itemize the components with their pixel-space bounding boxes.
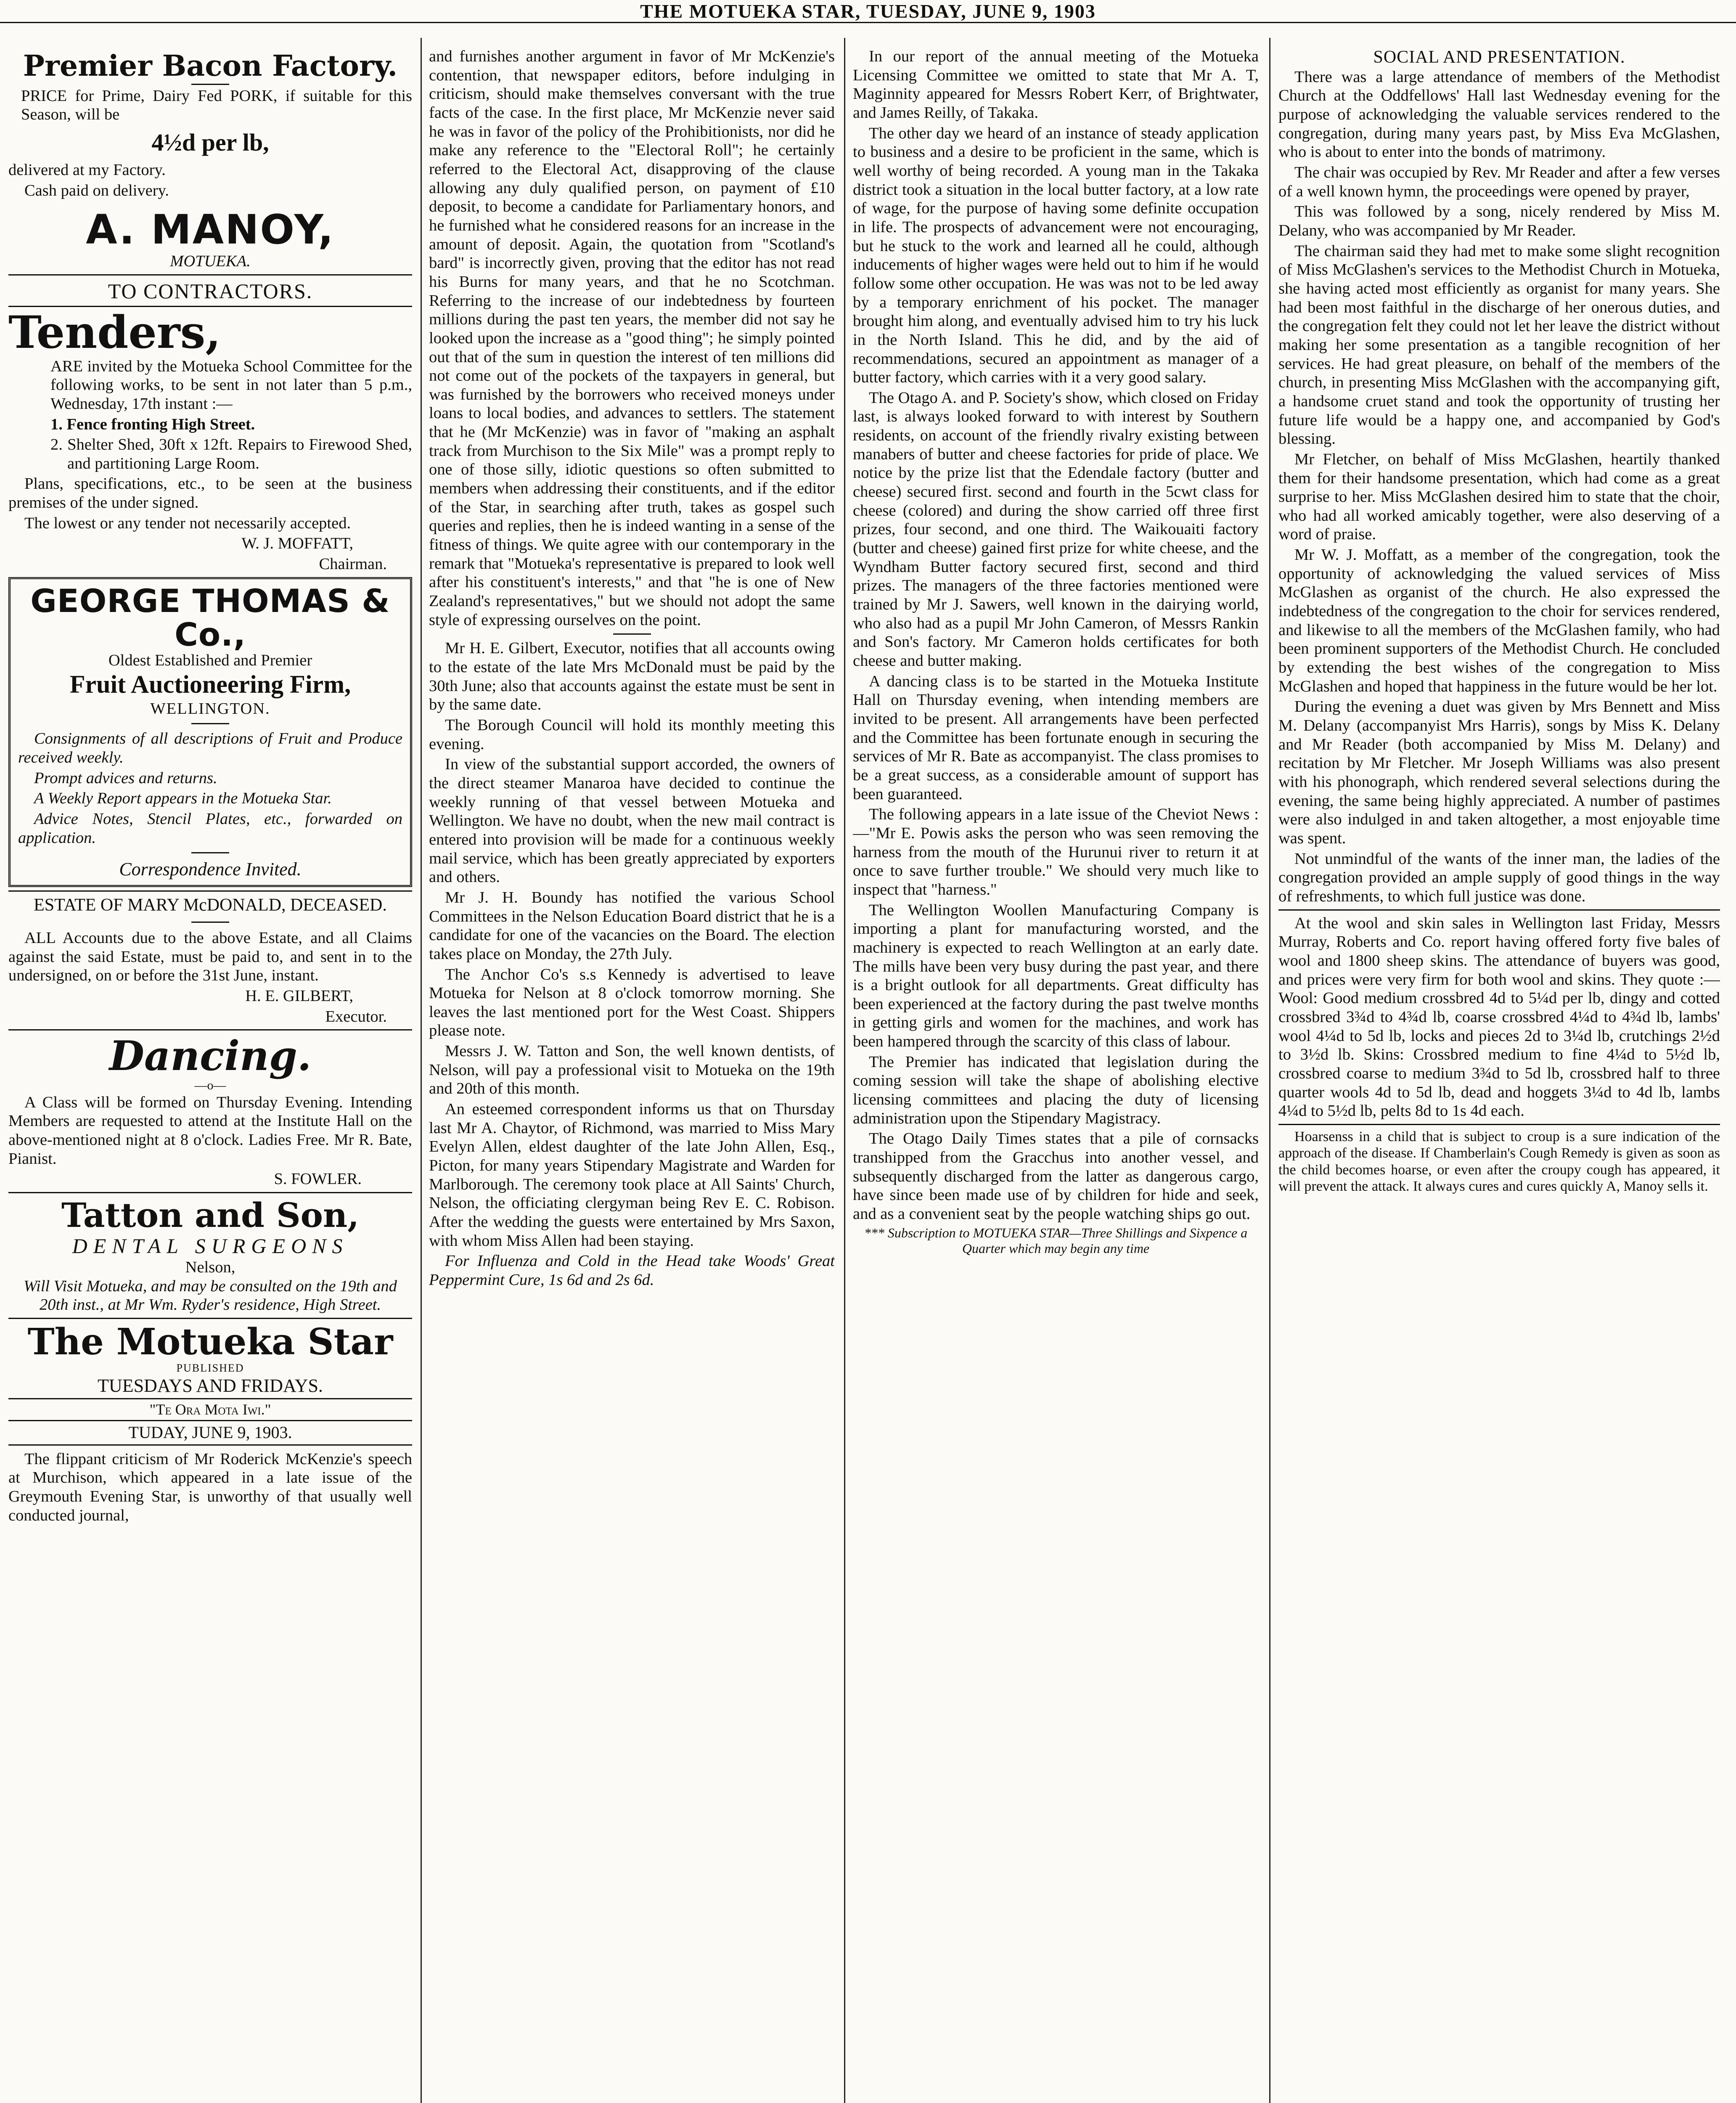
ad-line: Fruit Auctioneering Firm, (69, 670, 351, 698)
ad-signer: S. FOWLER. (274, 1170, 362, 1188)
masthead: THE MOTUEKA STAR, TUESDAY, JUNE 9, 1903 (0, 0, 1736, 23)
ad-advertiser-name: A. MANOY, (86, 206, 335, 253)
ad-line: Nelson, (185, 1258, 236, 1276)
article-paragraph: The Otago A. and P. Society's show, which closed on Friday last, is always looked forward to with interest by Southern residents, on account of the friendly rivalry existing between manabers of butter and cheese factories for pride of place. We notice by the prize list that the Edendale factory (butter and cheese) secured first. second and fourth in the 5cwt class for cheese (colored) and during the show carried off three first prizes, four second, and one third. The Waikouaiti factory (butter and cheese) gained first prize for white cheese, and the Wyndham Butter factory secured first, second and third prizes. The managers of the three factories mentioned were trained by Mr J. Sawers, well known in the dairying world, who also had as a pupil Mr John Cameron, of Messrs Rankin and Son's factory. Mr Cameron holds certificates for both cheese and butter making. (853, 389, 1259, 670)
article-paragraph: In view of the substantial support accorded, the owners of the direct steamer Manaroa have decided to continue the weekly running of that vessel between Motueka and Wellington. We have no doubt, when the new mail contract is entered into provision will be made for a continuous weekly mail service, which has been greatly appreciated by exporters and others. (429, 755, 835, 886)
article-paragraph: Messrs J. W. Tatton and Son, the well known dentists, of Nelson, will pay a professional visit to Motueka on the 19th and 20th of this month. (429, 1042, 835, 1098)
subscription-note: *** Subscription to MOTUEKA STAR—Three Shillings and Sixpence a Quarter which may begin any time (864, 1225, 1248, 1256)
article-paragraph: and furnishes another argument in favor of Mr McKenzie's contention, that newspaper editors, before indulging in criticism, should make themselves conversant with the true facts of the case. In the first place, Mr McKenzie never said he was in favor of the policy of the Prohibitionists, nor did he make any reference to the "Electoral Roll"; he certainly referred to the Electoral Act, disapproving of the clause allowing any duly qualified person, on payment of £10 deposit, to become a candidate for Parliamentary honors, and he furnished what he considered reasons for an increase in the amount of deposit. Again, the quotation from "Scotland's bard" is incorrectly given, proving that the editor has not read his Burns for many years, and that he no Scotchman. Referring to the increase of our indebtedness by fourteen millions during the past ten years, the member did not say he looked upon the increase as a "good thing"; he simply pointed out that of the sum in question the interest of ten millions did not come out of the pockets of the taxpayers in general, but was furnished by the borrowers who received moneys under loans to local bodies, and advances to settlers. The statement that he (Mr McKenzie) was in favor of "making an asphalt track from Murchison to the Six Mile" was a prompt reply to one of those silly, idiotic questions so often submitted to members when addressing their constituents, and if the editor of the Star, in searching after truth, takes as gospel such queries and replies, then he is indeed wanting in a sense of the fitness of things. We quite agree with our contemporary in the remark that "Motueka's representative is prepared to look well after his constituent's interests," and that "he is one of New Zealand's representatives," but we should not adopt the same style of expressing ourselves on the point. (429, 48, 835, 629)
ad-advertiser-place: MOTUEKA. (170, 252, 251, 270)
ad-text: ARE invited by the Motueka School Committee for the following works, to be sent in not later than 5 p.m., Wednesday, 17th instant :— (50, 357, 412, 413)
notice-signer-role: Executor. (325, 1007, 387, 1025)
ad-line: delivered at my Factory. (8, 161, 166, 179)
ad-text: Consignments of all descriptions of Fruit and Produce received weekly. (18, 730, 402, 766)
column-1 (8, 47, 412, 2103)
article-paragraph: The Borough Council will hold its monthly meeting this evening. (429, 716, 835, 753)
article-paragraph: An esteemed correspondent informs us that on Thursday last Mr A. Chaytor, of Richmond, was married to Miss Mary Evelyn Allen, eldest daughter of the late John Allen, Esq., Picton, for many years Stipendary Magistrate and Warden for Marlborough. The ceremony took place at All Saints' Church, Nelson, the officiating clergyman being Rev E. C. Robison. After the wedding the guests were entertained by Mrs Saxon, with whom Miss Allen had been staying. (429, 1100, 835, 1250)
column-3 (853, 47, 1259, 2103)
ad-dancing: Dancing. —o— A Class will be formed on Thursday Evening. Intending Members are requested to attend at the Institute Hall on the above-mentioned night at 8 o'clock. Ladies Free. Mr R. Bate, Pianist. S. FOWLER. (8, 1032, 412, 1188)
article-paragraph: In our report of the annual meeting of the Motueka Licensing Committee we omitted to state that Mr A. T, Maginnity appeared for Messrs Robert Kerr, of Brightwater, and James Reilly, of Takaka. (853, 48, 1259, 122)
notice-signer: H. E. GILBERT, (245, 987, 353, 1005)
article-paragraph: Mr Fletcher, on behalf of Miss McGlashen, heartily thanked them for their handsome presentation, which had come as a great surprise to her. Miss McGlashen desired him to state that the choir, who had all worked amicably together, were also deserving of a word of praise. (1278, 450, 1720, 543)
paper-nameplate (8, 1322, 412, 1525)
article-paragraph: The other day we heard of an instance of steady application to business and a desire to be proficient in the same, which is well worthy of being recorded. A young man in the Takaka district took a situation in the local butter factory, at a low rate of wage, for the purpose of having some definite occupation in life. The prospects of advancement were not encouraging, but he stuck to the work and learned all he could, although inducements of higher wages were held out to him if he would follow some other occupation. He was was not to be led away by a temporary enrichment of his pocket. The manager brought him along, and eventually advised him to try his luck in the North Island. This he did, and by the aid of recommendations, secured an appointment as manager of a butter factory, which carries with it a very good salary. (853, 124, 1259, 387)
article-paragraph: This was followed by a song, nicely rendered by Miss M. Delany, who was accompanied by Mr Reader. (1278, 203, 1720, 239)
article-paragraph: Mr J. H. Boundy has notified the various School Committees in the Nelson Education Board district that he is a candidate for one of the vacancies on the Board. The election takes place on Monday, the 27th July. (429, 888, 835, 963)
nameplate-line: TUESDAYS AND FRIDAYS. (98, 1375, 323, 1396)
ad-subtitle: DENTAL SURGEONS (72, 1234, 349, 1258)
column-rule (844, 38, 845, 2103)
ad-price: 4½d per lb, (151, 129, 269, 156)
ad-text: PRICE for Prime, Dairy Fed PORK, if suitable for this Season, will be (21, 87, 412, 124)
notice-heading: ESTATE OF MARY McDONALD, DECEASED. (34, 895, 387, 915)
article-paragraph: At the wool and skin sales in Wellington last Friday, Messrs Murray, Roberts and Co. report having offered forty five bales of wool and 1800 sheep skins. The attendance of buyers was good, and prices were very firm for both wool and skins. They quote :—Wool: Good medium crossbred 4d to 5¼d per lb, dingy and cotted crossbred 3¾d to 4¾d lb, coarse crossbred 4¼d to 4¾d lb, lambs' wool 4¼d to 5d lb, locks and pieces 2d to 3¼d lb, crutchings 2½d to 3½d lb. Skins: Crossbred medium to fine 4¼d to 5½d lb, crossbred coarse to medium 3¾d to 5d lb, crossbred half to three quarter wools 4d to 5d lb, dead and hoggets 3¼d to 4d lb, lambs 4¼d to 5½d lb, pelts 8d to 1s 4d each. (1278, 914, 1720, 1120)
nameplate-line: PUBLISHED (176, 1362, 244, 1375)
column-rule (1269, 38, 1270, 2103)
editorial-text: The flippant criticism of Mr Roderick McKenzie's speech at Murchison, which appeared in a late issue of the Greymouth Evening Star, is unworthy of that usually well conducted journal, (8, 1450, 412, 1524)
ad-text: Will Visit Motueka, and may be consulted on the 19th and 20th inst., at Mr Wm. Ryder's residence, High Street. (24, 1277, 397, 1314)
nameplate-date: TUDAY, JUNE 9, 1903. (128, 1423, 292, 1442)
ad-title: Tenders, (8, 305, 221, 358)
ad-tenders (8, 279, 412, 574)
ad-line: WELLINGTON. (150, 699, 270, 718)
article-paragraph: The Wellington Woollen Manufacturing Company is importing a plant for manufacturing worsted, and the machinery is expected to reach Wellington at an early date. The mills have been very busy during the past year, and there is a bright outlook for all departments. Great difficulty has been experienced at the factory during the past twelve months in getting girls and women for the machines, and work has been hampered through the scarcity of this class of labour. (853, 901, 1259, 1051)
article-paragraph: For Influenza and Cold in the Head take Woods' Great Peppermint Cure, 1s 6d and 2s 6d. (429, 1252, 835, 1289)
ad-title: Dancing. (109, 1032, 312, 1080)
article-paragraph: The Otago Daily Times states that a pile of cornsacks transhipped from the Gracchus into another vessel, and subsequently discharged from the latter as dangerous cargo, have since been made use of by children for hide and seek, and as a convenient seat by the people watching ships go out. (853, 1130, 1259, 1223)
article-paragraph: The Premier has indicated that legislation during the coming session will take the shape of abolishing elective licensing committees and placing the duty of licensing administration upon the Stipendary Magistracy. (853, 1053, 1259, 1127)
ad-george-thomas (8, 577, 412, 887)
ad-line: Oldest Established and Premier (108, 652, 312, 670)
article-paragraph: The chair was occupied by Rev. Mr Reader and after a few verses of a well known hymn, the proceedings were opened by prayer, (1278, 164, 1720, 200)
nameplate-title: The Motueka Star (27, 1320, 393, 1363)
ad-text: Advice Notes, Stencil Plates, etc., forwarded on application. (18, 810, 402, 847)
ad-signer: W. J. MOFFATT, (241, 535, 353, 553)
article-paragraph: Not unmindful of the wants of the inner man, the ladies of the congregation provided an ample supply of good things in the way of refreshments, to which full justice was done. (1278, 850, 1720, 905)
article-paragraph: The chairman said they had met to make some slight recognition of Miss McGlashen's services to the Methodist Church in Motueka, she having acted most efficiently as organist for many years. She had been most faithful in the discharge of her onerous duties, and the congregation felt they could not let her leave the district without making her some presentation as a tangible recognition of her services. He had great pleasure, on behalf of the members of the church, in presenting Miss McGlashen with the accompanying gift, a handsome cruet stand and took the opportunity of trusting her future life would be a happy one, and accompanied by God's blessing. (1278, 242, 1720, 448)
article-paragraph: The following appears in a late issue of the Cheviot News :—"Mr E. Powis asks the person who was seen removing the harness from the mouth of the Hurunui river to return it at once to save further trouble." We should very much like to inspect that "harness." (853, 805, 1259, 898)
ad-heading: TO CONTRACTORS. (108, 279, 313, 303)
article-paragraph: The Anchor Co's s.s Kennedy is advertised to leave Motueka for Nelson at 8 o'clock tomorrow morning. She leaves the last mentioned port for the West Coast. Shippers please note. (429, 965, 835, 1040)
article-paragraph: Mr W. J. Moffatt, as a member of the congregation, took the opportunity of acknowledging the valued services of Miss McGlashen as organist of the church. He also expressed the indebtedness of the congregation to the choir for services rendered, and likewise to all the members of the McGlashen family, who had been prominent supporters of the Methodist Church. He concluded by extending the best wishes of the congregation to Miss McGlashen and hoped that happiness in the future would be her lot. (1278, 546, 1720, 695)
notice-text: ALL Accounts due to the above Estate, and all Claims against the said Estate, must be paid to, and sent in to the undersigned, on or before the 31st June, instant. (8, 929, 412, 985)
ad-line: Cash paid on delivery. (24, 182, 169, 200)
article-paragraph: Hoarsenss in a child that is subject to croup is a sure indication of the approach of the disease. If Chamberlain's Cough Remedy is given as soon as the child becomes hoarse, or even after the croupy cough has appeared, it will prevent the attack. It always cures and cures quickly A, Manoy sells it. (1278, 1128, 1720, 1195)
notice-estate (8, 895, 412, 1026)
ad-title: Tatton and Son, (61, 1195, 359, 1235)
article-paragraph: During the evening a duet was given by Mrs Bennett and Miss M. Delany (accompanyist Mrs Harris), songs by Miss K. Delany and Mr Reader (both accompanied by Miss M. Delany) and recitation by Mr Fletcher. Mr Joseph Williams was also present with his phonograph, which rendered several selections during the evening, the same being highly appreciated. A number of pastimes were also indulged in and taken altogether, a most enjoyable time was spent. (1278, 698, 1720, 847)
ad-signer-role: Chairman. (319, 555, 387, 573)
nameplate-motto: "Te Ora Mota Iwi." (149, 1401, 271, 1418)
article-paragraph: There was a large attendance of members of the Methodist Church at the Oddfellows' Hall last Wednesday evening for the purpose of acknowledging the valuable services rendered to the congregation, during many years past, by Miss Eva McGlashen, who is about to enter into the bonds of matrimony. (1278, 68, 1720, 161)
column-2 (429, 47, 835, 2103)
column-rule (421, 38, 422, 2103)
ad-item: 1. Fence fronting High Street. (50, 415, 255, 433)
ad-text: Plans, specifications, etc., to be seen at the business premises of the under signed. (8, 475, 412, 512)
article-paragraph: Mr H. E. Gilbert, Executor, notifies that all accounts owing to the estate of the late Mrs McDonald must be paid by the 30th June; also that accounts against the estate must be sent in by the same date. (429, 639, 835, 714)
ad-title: GEORGE THOMAS & Co., (30, 582, 390, 653)
article-heading: SOCIAL AND PRESENTATION. (1373, 48, 1625, 67)
ad-line: Correspondence Invited. (119, 859, 302, 880)
ad-tatton (8, 1197, 412, 1314)
ad-item: 2. Shelter Shed, 30ft x 12ft. Repairs to Firewood Shed, and partitioning Large Room. (50, 436, 412, 472)
article-paragraph: A dancing class is to be started in the Motueka Institute Hall on Thursday evening, when intending members are invited to be present. All arrangements have been perfected and the Committee has been fortunate enough in securing the services of Mr R. Bate as accompanyist. The class promises to be a great success, as a considerable amount of support has been guaranteed. (853, 672, 1259, 803)
ad-title: Premier Bacon Factory. (23, 49, 398, 83)
ad-text: Prompt advices and returns. (34, 769, 217, 787)
ad-text: A Class will be formed on Thursday Evening. Intending Members are requested to attend at the Institute Hall on the above-mentioned night at 8 o'clock. Ladies Free. Mr R. Bate, Pianist. (8, 1093, 412, 1168)
ad-bacon-factory (8, 50, 412, 271)
ad-text: The lowest or any tender not necessarily accepted. (24, 514, 351, 532)
ad-text: A Weekly Report appears in the Motueka Star. (34, 789, 332, 808)
column-4 (1278, 47, 1720, 2103)
